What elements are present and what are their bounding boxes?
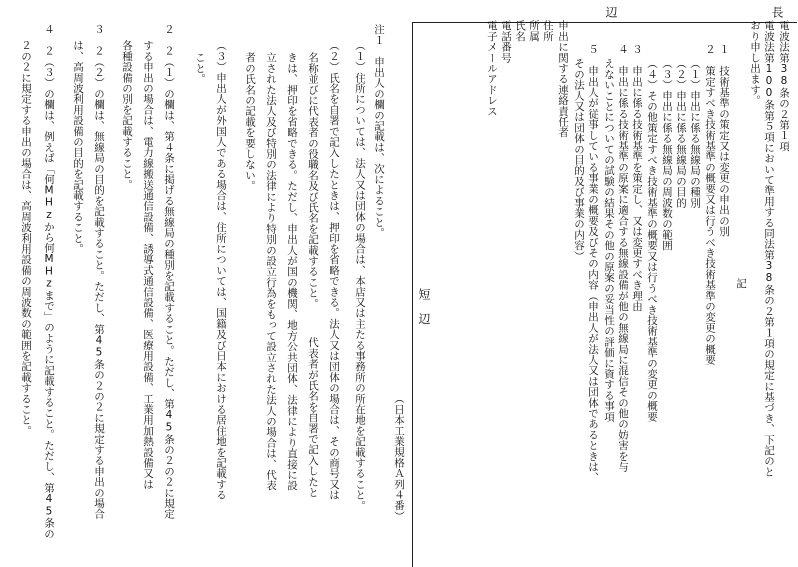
note-1-3-line-2: こと。: [194, 52, 206, 85]
item-1: １ 技術基準の策定又は変更の申出の別: [718, 44, 730, 237]
note-2-line-2: する申出の場合は、電力線搬送通信設備、誘導式通信設備、医療用設備、工業用加熱設備又は: [142, 40, 154, 490]
note-1-1: （１）住所については、法人又は団体の場合は、本店又は主たる事務所の所在地を記載すること。: [354, 40, 366, 511]
note-4-line-1: ４ ２（３）の欄は、例えば「何MHzから何MHzまで」のように記載すること。ただし、第45条の: [43, 24, 55, 539]
item-2-4: （４）その他策定すべき技術基準の概要又は行うべき技術基準の変更の概要: [646, 58, 658, 422]
item-5-line-1: ５ 申出人が従事している事業の概要及びその内容（申出人が法人又は団体であるときは、: [587, 44, 599, 483]
note-1-2-line-2-cont: 代表者が氏名を自署で記入したと: [307, 337, 319, 498]
ki-heading: 記: [735, 278, 747, 289]
law-reference: 電波法第38条の２第１項: [778, 20, 790, 152]
item-4-line-2: えないことについての試験の結果その他の原案の妥当性の評価に資する事項: [603, 58, 615, 422]
note-3-line-2: は、高周波利用設備の目的を記載すること。: [72, 40, 84, 254]
note-1-3-line-1: （３）申出人が外国人である場合は、住所については、国籍及び日本における居住地を記載する: [215, 40, 227, 501]
note-1-2-line-4: 立された法人及び特別の法律により特別の設立行為をもって設立された法人の場合は、代表: [265, 52, 277, 491]
item-2-2: （２）申出に係る無線局の目的: [675, 58, 687, 208]
contact-affiliation-label: 所属: [528, 20, 540, 42]
item-2-1: （１）申出に係る無線局の種別: [689, 58, 701, 208]
contact-name-label: 氏名: [514, 20, 526, 42]
paper-format-note: （日本工業規格Ａ列４番）: [393, 393, 405, 522]
note-2-line-1: ２ ２（１）の欄は、第４条に掲げる無線局の種別を記載すること。ただし、第45条の２の２に規定: [163, 24, 175, 520]
short-side-label: 短 辺: [417, 288, 431, 325]
note-1-2-line-1: （２）氏名を自署で記入したときは、押印を省略できる。法人又は団体の場合は、その商号又は: [328, 40, 340, 501]
intro-line-1: 電波法第100条第５項において準用する同法第38条の２第１項の規定に基づき、下記のと: [763, 20, 775, 477]
item-5-line-2: その法人又は団体の目的及び事業の内容）: [573, 58, 585, 262]
note-1-heading: 注１ 申出人の欄の記載は、次によること。: [373, 24, 385, 238]
item-2-3: （３）申出に係る無線局の周波数の範囲: [661, 58, 673, 251]
contact-email-label: 電子メールアドレス: [486, 20, 498, 117]
note-4-line-2: ２の２に規定する申出の場合は、高周波利用設備の周波数の範囲を記載すること。: [20, 40, 32, 436]
intro-line-2: おり申し出ます。: [749, 20, 761, 106]
item-3: ３ 申出に係る技術基準を策定し、又は変更すべき理由: [631, 44, 643, 312]
long-side-label: 長: [770, 6, 784, 18]
note-3-line-1: ３ ２（２）の欄は、無線局の目的を記載すること。ただし、第45条の２の２に規定する申出の場合: [93, 24, 105, 520]
note-1-2-line-2: 名称並びに代表者の役職名及び氏名を記載すること。: [307, 52, 319, 309]
note-1-2-line-3: きは、押印を省略できる。ただし、申出人が国の機関、地方公共団体、法律により直接に設: [286, 52, 298, 491]
contact-address-label: 住所: [542, 20, 554, 42]
contact-heading: 申出に関する連絡責任者: [557, 20, 569, 138]
item-4-line-1: ４ 申出に係る技術基準の原案に適合する無線設備が他の無線局に混信その他の妨害を与: [617, 44, 629, 472]
side-label: 辺: [604, 6, 618, 18]
item-2: ２ 策定すべき技術基準の概要又は行うべき技術基準の変更の概要: [704, 44, 716, 365]
contact-phone-label: 電話番号: [500, 20, 512, 63]
note-1-2-line-5: 者の氏名の記載を要しない。: [244, 52, 256, 192]
note-2-line-3: 各種設備の別を記載すること。: [121, 40, 133, 190]
